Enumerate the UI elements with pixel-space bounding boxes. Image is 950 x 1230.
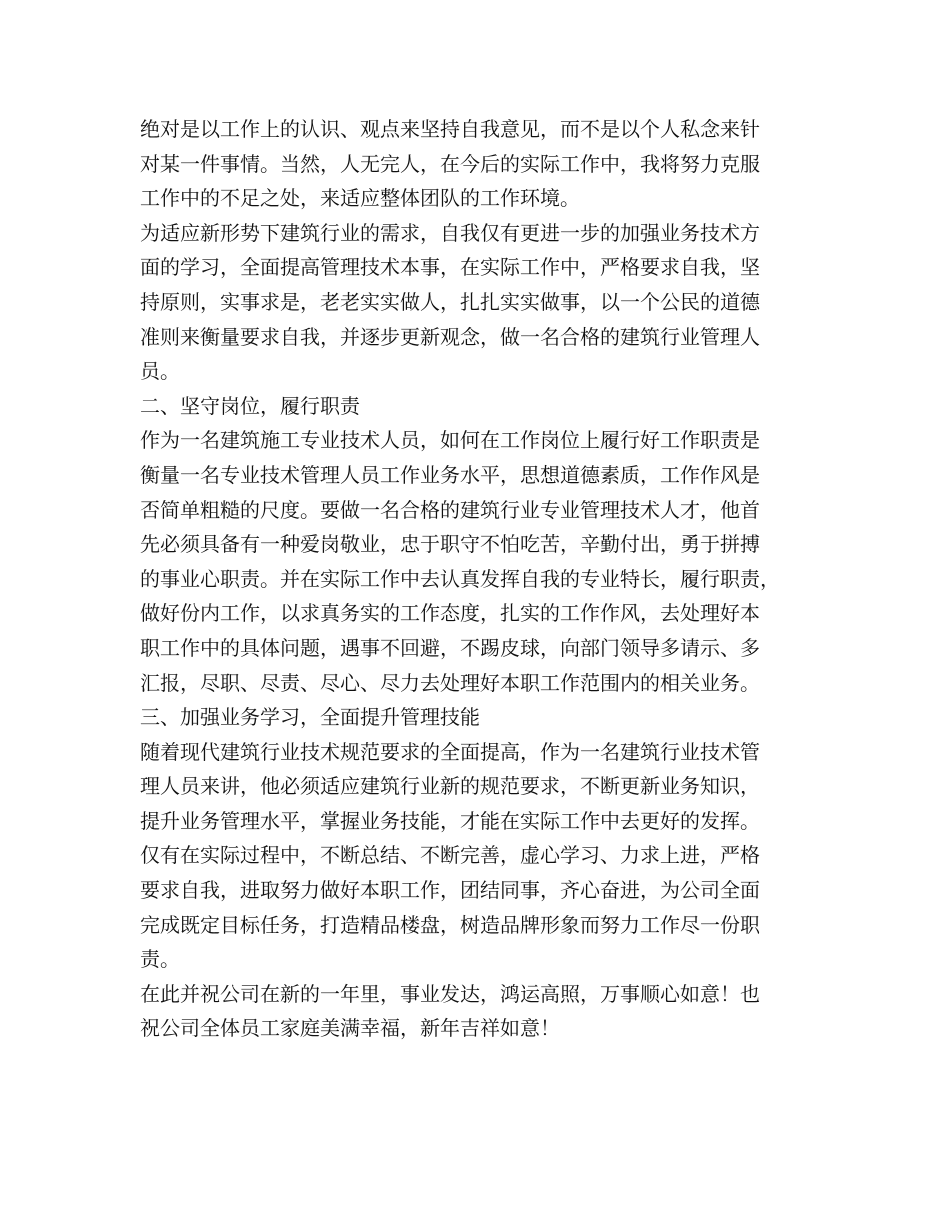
text-line: 随着现代建筑行业技术规范要求的全面提高，作为一名建筑行业技术管 [140,739,760,764]
text-line: 准则来衡量要求自我，并逐步更新观念，做一名合格的建筑行业管理人 [140,324,760,349]
text-line: 二、坚守岗位，履行职责 [140,393,360,418]
text-line: 工作中的不足之处，来适应整体团队的工作环境。 [140,186,580,211]
text-line: 完成既定目标任务，打造精品楼盘，树造品牌形象而努力工作尽一份职 [140,912,760,937]
text-line: 责。 [140,947,180,972]
document-body [140,112,830,1046]
text-line: 面的学习，全面提高管理技术本事，在实际工作中，严格要求自我，坚 [140,255,760,280]
text-line: 的事业心职责。并在实际工作中去认真发挥自我的专业特长，履行职责， [140,566,780,591]
text-line: 持原则，实事求是，老老实实做人，扎扎实实做事，以一个公民的道德 [140,289,760,314]
text-line: 为适应新形势下建筑行业的需求，自我仅有更进一步的加强业务技术方 [140,220,760,245]
text-line: 对某一件事情。当然，人无完人，在今后的实际工作中，我将努力克服 [140,151,760,176]
text-line: 三、加强业务学习，全面提升管理技能 [140,705,480,730]
text-line: 汇报，尽职、尽责、尽心、尽力去处理好本职工作范围内的相关业务。 [140,670,760,695]
text-line: 否简单粗糙的尺度。要做一名合格的建筑行业专业管理技术人才，他首 [140,497,760,522]
text-line: 员。 [140,359,180,384]
text-line: 先必须具备有一种爱岗敬业，忠于职守不怕吃苦，辛勤付出，勇于拼搏 [140,532,760,557]
text-line: 祝公司全体员工家庭美满幸福，新年吉祥如意！ [140,1016,560,1041]
text-line: 职工作中的具体问题，遇事不回避，不踢皮球，向部门领导多请示、多 [140,635,760,660]
text-line: 做好份内工作，以求真务实的工作态度，扎实的工作作风，去处理好本 [140,601,760,626]
text-line: 绝对是以工作上的认识、观点来坚持自我意见，而不是以个人私念来针 [140,117,760,141]
text-line: 要求自我，进取努力做好本职工作，团结同事，齐心奋进，为公司全面 [140,878,760,903]
text-line: 在此并祝公司在新的一年里，事业发达，鸿运高照，万事顺心如意！也 [140,981,760,1006]
text-line: 提升业务管理水平，掌握业务技能，才能在实际工作中去更好的发挥。 [140,808,760,833]
text-line: 作为一名建筑施工专业技术人员，如何在工作岗位上履行好工作职责是 [140,428,760,453]
text-line: 衡量一名专业技术管理人员工作业务水平，思想道德素质，工作作风是 [140,462,760,487]
text-line: 仅有在实际过程中，不断总结、不断完善，虚心学习、力求上进，严格 [140,843,760,868]
text-line: 理人员来讲，他必须适应建筑行业新的规范要求，不断更新业务知识， [140,774,760,799]
